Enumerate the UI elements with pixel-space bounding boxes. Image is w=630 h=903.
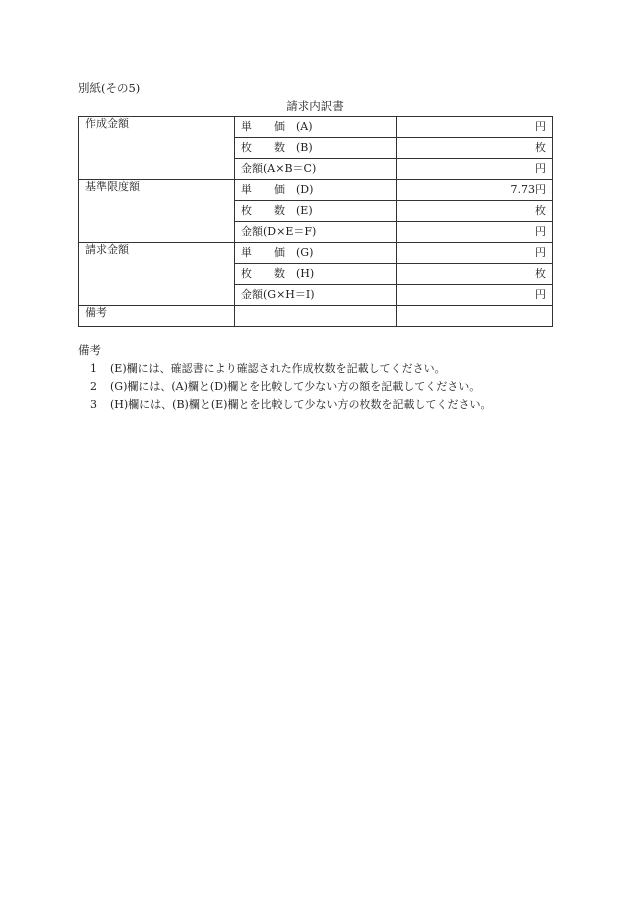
page-label: 別紙(その5) [78,81,141,95]
item-unit-price-g: 単 価 (G) [235,243,397,264]
item-count-b: 枚 数 (B) [235,138,397,159]
value-amount-i[interactable]: 円 [397,285,553,306]
document-title: 請求内訳書 [286,99,344,113]
value-amount-f[interactable]: 円 [397,222,553,243]
value-amount-c[interactable]: 円 [397,159,553,180]
value-unit-price-a[interactable]: 円 [397,117,553,138]
item-count-e: 枚 数 (E) [235,201,397,222]
remark-text: (E)欄には、確認書により確認された作成枚数を記載してください。 [110,362,446,375]
value-count-h[interactable]: 枚 [397,264,553,285]
remarks-cell-right[interactable] [397,306,553,327]
table-row [79,117,553,138]
list-item [90,396,491,414]
item-unit-price-a: 単 価 (A) [235,117,397,138]
remarks-list [90,360,491,414]
remark-number: 1 [90,362,97,375]
value-count-e[interactable]: 枚 [397,201,553,222]
table-row [79,180,553,201]
list-item [90,360,491,378]
item-unit-price-d: 単 価 (D) [235,180,397,201]
remarks-heading: 備考 [78,343,101,357]
item-amount-f: 金額(D×E＝F) [235,222,397,243]
remark-number: 2 [90,380,97,393]
item-amount-c: 金額(A×B＝C) [235,159,397,180]
category-claim-amount: 請求金額 [79,243,235,306]
category-standard-limit: 基準限度額 [79,180,235,243]
category-creation-amount: 作成金額 [79,117,235,180]
list-item [90,378,491,396]
remark-number: 3 [90,398,97,411]
remarks-cell-middle[interactable] [235,306,397,327]
value-count-b[interactable]: 枚 [397,138,553,159]
remarks-row-label: 備考 [79,306,235,327]
value-unit-price-d[interactable]: 7.73円 [397,180,553,201]
remark-text: (G)欄には、(A)欄と(D)欄とを比較して少ない方の額を記載してください。 [110,380,481,393]
item-count-h: 枚 数 (H) [235,264,397,285]
table-row [79,243,553,264]
value-unit-price-g[interactable]: 円 [397,243,553,264]
claim-breakdown-table [78,116,553,327]
item-amount-i: 金額(G×H＝I) [235,285,397,306]
remark-text: (H)欄には、(B)欄と(E)欄とを比較して少ない方の枚数を記載してください。 [110,398,492,411]
table-row [79,306,553,327]
